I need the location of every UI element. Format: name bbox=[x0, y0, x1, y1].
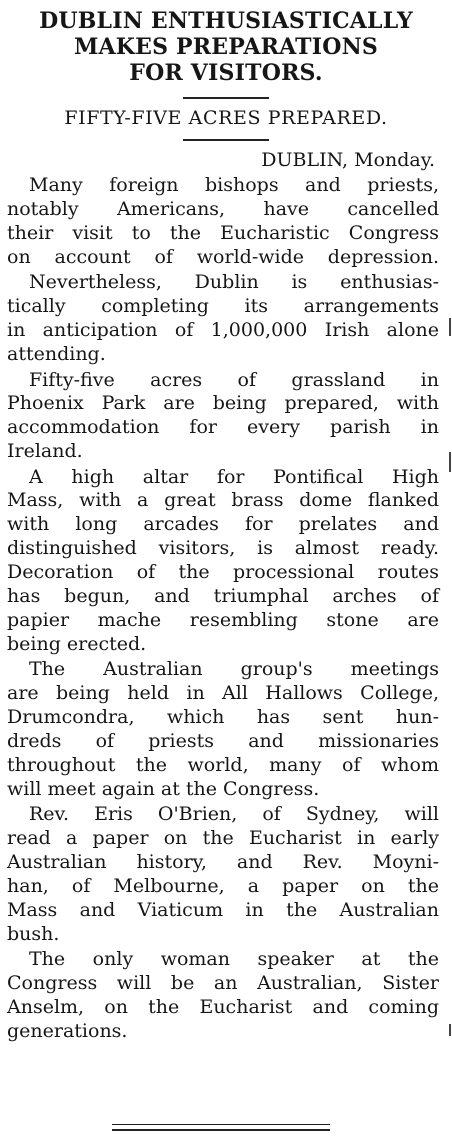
text-line: papier mache resembling stone are bbox=[7, 608, 439, 631]
paragraph bbox=[7, 271, 439, 367]
text-line: their visit to the Eucharistic Congress bbox=[7, 222, 439, 245]
text-line: The Australian group's meetings bbox=[29, 658, 439, 681]
text-line: with long arcades for prelates and bbox=[7, 513, 439, 536]
text-line: generations. bbox=[7, 1019, 128, 1042]
text-line: notably Americans, have cancelled bbox=[7, 198, 439, 221]
text-line: has begun, and triumphal arches of bbox=[7, 585, 439, 608]
headline bbox=[0, 8, 452, 86]
text-line: Congress will be an Australian, Sister bbox=[7, 971, 439, 994]
text-line: bush. bbox=[7, 922, 60, 945]
end-rule bbox=[112, 1124, 330, 1125]
text-line: The only woman speaker at the bbox=[29, 947, 439, 970]
headline-line: MAKES PREPARATIONS bbox=[73, 34, 379, 60]
subheadline: FIFTY-FIVE ACRES PREPARED. bbox=[64, 107, 388, 129]
text-line: Mass, with a great brass dome flanked bbox=[7, 489, 439, 512]
paragraph bbox=[7, 369, 439, 465]
headline-divider bbox=[183, 97, 269, 99]
paragraph bbox=[7, 803, 439, 946]
headline-line: DUBLIN ENTHUSIASTICALLY bbox=[39, 8, 413, 34]
text-line: Decoration of the processional routes bbox=[7, 561, 439, 584]
text-line: will meet again at the Congress. bbox=[7, 777, 320, 800]
paragraph bbox=[7, 948, 439, 1044]
text-line: A high altar for Pontifical High bbox=[29, 465, 439, 488]
headline-line: FOR VISITORS. bbox=[129, 60, 323, 86]
end-rule bbox=[112, 1129, 330, 1131]
text-line: Mass and Viaticum in the Australian bbox=[7, 898, 439, 921]
article-body bbox=[7, 149, 439, 1043]
dateline: DUBLIN, Monday. bbox=[261, 149, 435, 171]
text-line: Ireland. bbox=[7, 440, 83, 463]
paragraph bbox=[7, 174, 439, 270]
text-line: Nevertheless, Dublin is enthusias- bbox=[29, 271, 439, 294]
text-line: Many foreign bishops and priests, bbox=[29, 174, 439, 197]
text-line: accommodation for every parish in bbox=[7, 416, 439, 439]
text-line: in anticipation of 1,000,000 Irish alone bbox=[7, 319, 439, 342]
column-rule-fragment bbox=[449, 452, 451, 472]
text-line: on account of world-wide depression. bbox=[7, 246, 439, 269]
text-line: distinguished visitors, is almost ready. bbox=[7, 537, 439, 560]
text-line: Fifty-five acres of grassland in bbox=[29, 368, 439, 391]
text-line: being erected. bbox=[7, 632, 147, 655]
text-line: Rev. Eris O'Brien, of Sydney, will bbox=[29, 803, 439, 826]
paragraph bbox=[7, 466, 439, 657]
text-line: read a paper on the Eucharist in early bbox=[7, 826, 439, 849]
column-rule-fragment bbox=[449, 318, 451, 336]
column-rule-fragment bbox=[449, 1024, 451, 1036]
text-line: dreds of priests and missionaries bbox=[7, 729, 439, 752]
text-line: Anselm, on the Eucharist and coming bbox=[7, 995, 439, 1018]
text-line: are being held in All Hallows College, bbox=[7, 682, 439, 705]
subheadline-divider bbox=[183, 139, 269, 141]
text-line: attending. bbox=[7, 343, 106, 366]
text-line: han, of Melbourne, a paper on the bbox=[7, 874, 439, 897]
paragraph bbox=[7, 658, 439, 801]
text-line: Drumcondra, which has sent hun- bbox=[7, 706, 439, 728]
text-line: tically completing its arrangements bbox=[7, 295, 439, 318]
text-line: throughout the world, many of whom bbox=[7, 753, 439, 776]
text-line: Phoenix Park are being prepared, with bbox=[7, 392, 439, 415]
text-line: Australian history, and Rev. Moyni- bbox=[7, 850, 439, 873]
